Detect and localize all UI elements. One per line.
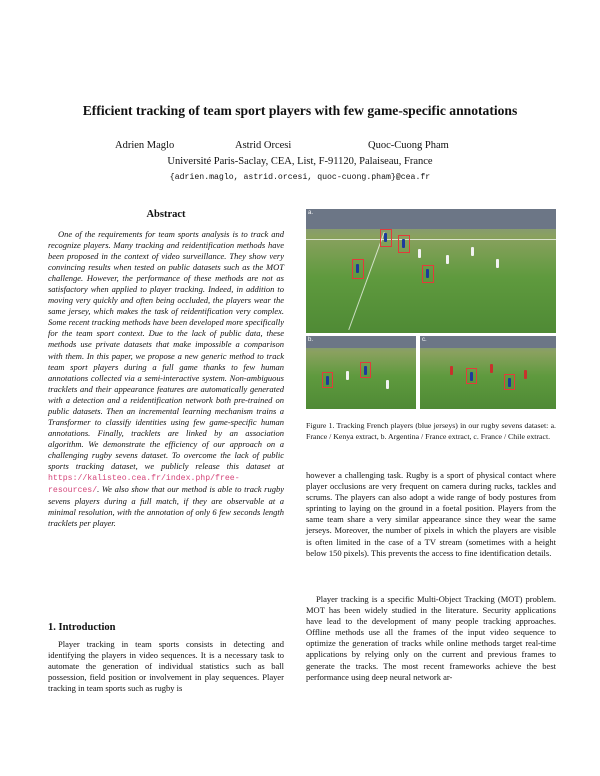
paper-title: Efficient tracking of team sport players with few game-specific annotations: [82, 103, 518, 118]
player-white: [386, 380, 389, 389]
player-white: [446, 255, 449, 264]
figure-caption: Figure 1. Tracking French players (blue jerseys) in our rugby sevens dataset: a. France / Kenya extract, b. Argentina / France extract, c. France / Chile extract.: [306, 421, 556, 441]
tracking-box: [398, 235, 410, 253]
author-name: Astrid Orcesi: [235, 140, 292, 151]
author-emails: {adrien.maglo, astrid.orcesi, quoc-cuong.pham}@cea.fr: [169, 173, 431, 182]
figure-1: [306, 209, 556, 409]
player-red: [524, 370, 527, 379]
tracking-box: [504, 374, 515, 390]
stadium-stand: [306, 209, 556, 229]
right-column-paragraph: however a challenging task. Rugby is a sport of physical contact where player occlusions are very frequent on camera during rucks, tackles and scrums. The players can also adopt a wide range of body postures from sprinting to laying on the ground in a foetal position. Players from the same team share a very similar appearance since they wear the same jerseys. Moreover, the number of pixels in which the players are visible is often limited in the case of a TV stream (sometimes with a height below 150 pixels). This prevents the access to fine identification details.: [306, 470, 556, 558]
right-column-paragraph: Player tracking is a specific Multi-Object Tracking (MOT) problem. MOT has been widely studied in the literature. Security applications have lead to the development of many people tracking approaches. Offline methods use all the frames of the input video sequence to optimize the generation of tracks while online methods target real-time applications by relying only on the current and previous frames to generate the tracks. The most recent frameworks achieve the best performance using deep neural network ar-: [306, 594, 556, 682]
player-white: [496, 259, 499, 268]
player-red: [450, 366, 453, 375]
tracking-box: [380, 229, 392, 247]
abstract-body-start: One of the requirements for team sports analysis is to track and recognize players. Many tracking and reidentification methods have been proposed in the context of video surveillance. They show very convincing results when tested on public datasets such as the MOT challenge. However, the performance of these methods are not as satisfactory when applied to player tracking. Indeed, in addition to moving very quickly and often being occluded, the players wear the same jersey, which makes the task of reidentification very complex. Some recent tracking methods have been developed more specifically for the team sport context. Due to the lack of public data, these methods use private datasets that make impossible a comparison with them. In this paper, we propose a new generic method to track team sport players during a full game thanks to few human annotations collected via a semi-interactive system. Non-ambiguous tracklets and their appearance features are automatically generated with a detection and a reidentification network both pre-trained on public datasets. Then an incremental learning mechanism trains a Transformer to classify identities using few game-specific human annotations. Finally, tracklets are linked by an association algorithm. We demonstrate the efficiency of our approach on a challenging rugby sevens dataset. To overcome the lack of public sports tracking dataset, we publicly release this dataset at: [48, 229, 284, 471]
figure-panel-c-image: [420, 336, 556, 409]
tracking-box: [322, 372, 333, 388]
stadium-stand: [420, 336, 556, 348]
field-line: [306, 239, 556, 240]
figure-panel-a-image: [306, 209, 556, 333]
panel-label-c: c.: [422, 337, 427, 343]
abstract-body-end: . We also show that our method is able to track rugby sevens players during a full match, if they are observable at a minimal resolution, with the annotation of only 6 few seconds length tracklets per player.: [48, 484, 284, 529]
author-name: Adrien Maglo: [115, 140, 175, 151]
tracking-box: [466, 368, 477, 384]
dataset-link[interactable]: https://kalisteo.cea.fr/index.php/free-resources/: [48, 474, 240, 496]
intro-heading: 1. Introduction: [48, 622, 116, 633]
tracking-box: [352, 259, 364, 279]
panel-label-a: a.: [308, 210, 314, 216]
abstract-heading: Abstract: [146, 209, 186, 220]
affiliation: Université Paris-Saclay, CEA, List, F-91120, Palaiseau, France: [167, 156, 433, 167]
player-white: [346, 371, 349, 380]
player-white: [471, 247, 474, 256]
author-name: Quoc-Cuong Pham: [368, 140, 449, 151]
abstract-text: [48, 229, 284, 529]
player-white: [418, 249, 421, 258]
figure-panel-b-image: [306, 336, 416, 409]
tracking-box: [422, 265, 434, 283]
stadium-stand: [306, 336, 416, 348]
tracking-box: [360, 362, 371, 378]
intro-text: Player tracking in team sports consists in detecting and identifying the players in video sequences. It is a necessary task to automate the generation of individual statistics such as ball possession, field position or involvement in play sequences. Player tracking in team sports such as rugby is: [48, 639, 284, 694]
player-red: [490, 364, 493, 373]
panel-label-b: b.: [308, 337, 314, 343]
